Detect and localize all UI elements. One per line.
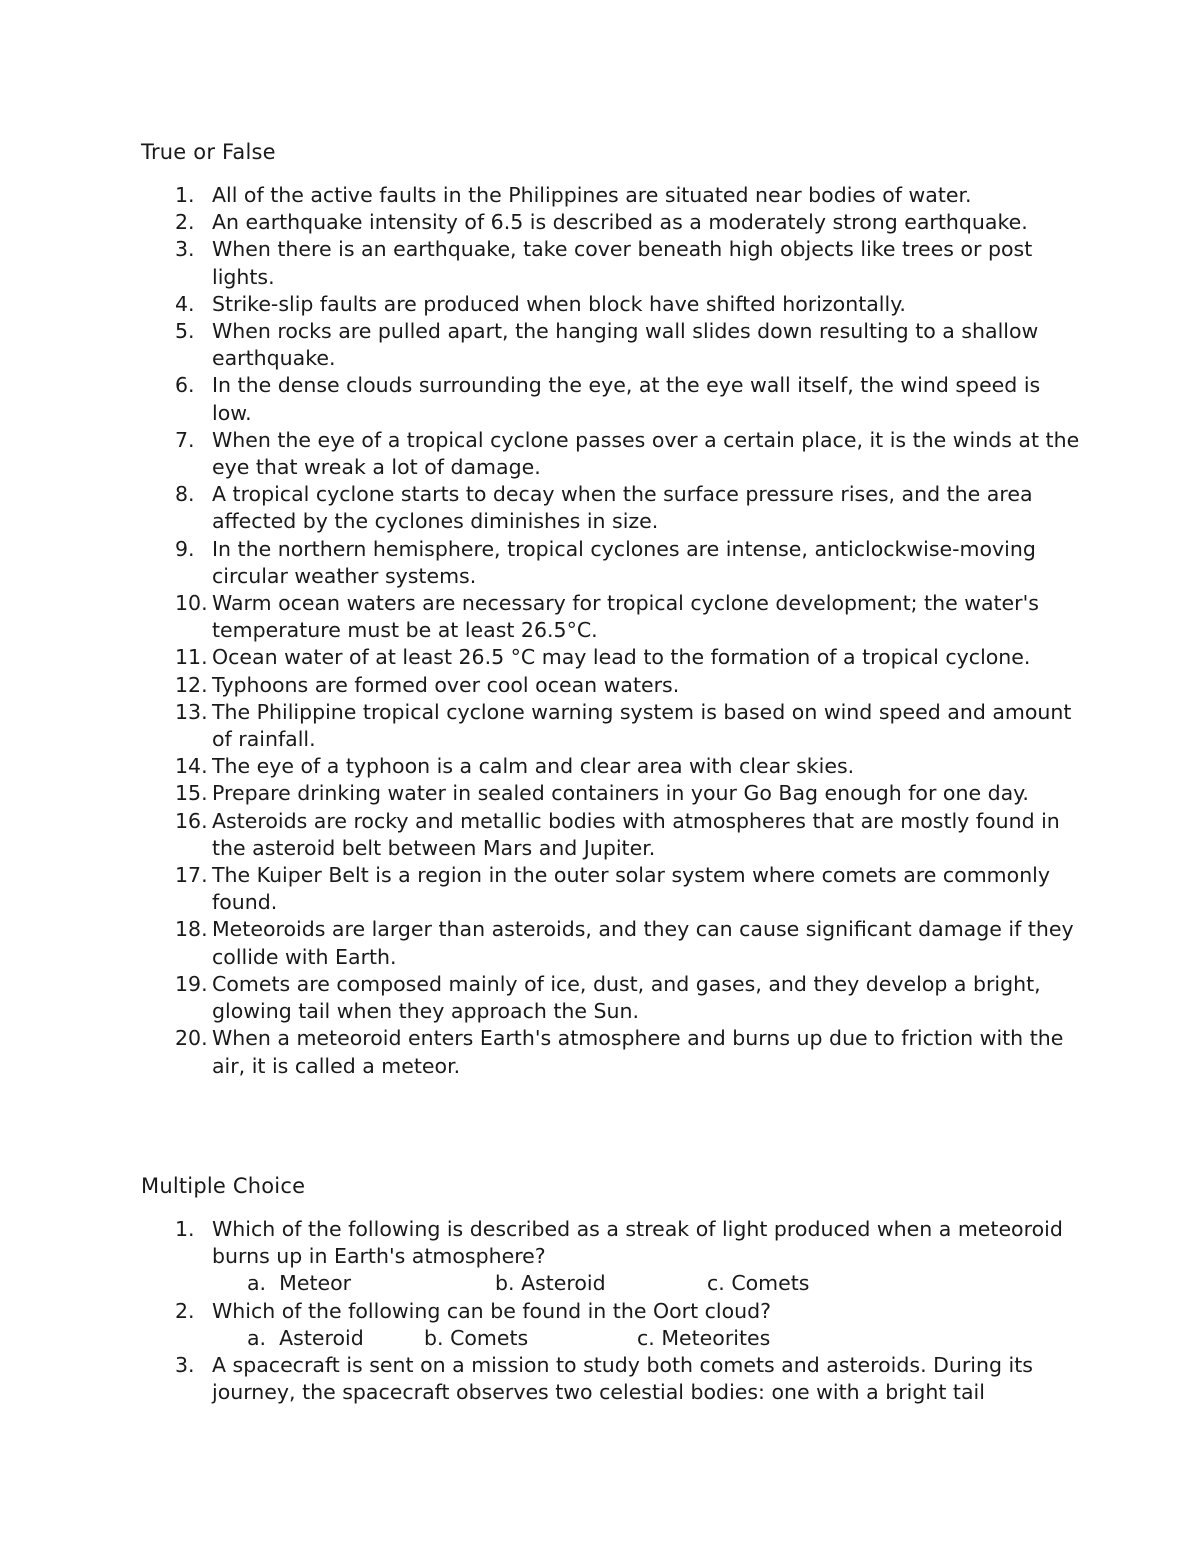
list-item: 1. All of the active faults in the Philippines are situated near bodies of water. <box>175 183 972 207</box>
choice-b: b. Comets <box>424 1325 529 1350</box>
list-item: 8. A tropical cyclone starts to decay when the surface pressure rises, and the area affected by the cyclones diminishes in size. <box>175 482 1033 534</box>
list-item: 20. When a meteoroid enters Earth's atmosphere and burns up due to friction with the air, it is called a meteor. <box>175 1026 1064 1078</box>
list-item: 10. Warm ocean waters are necessary for tropical cyclone development; the water's temperature must be at least 26.5°C. <box>175 591 1039 643</box>
list-item: 4. Strike-slip faults are produced when block have shifted horizontally. <box>175 291 906 316</box>
list-item: 16. Asteroids are rocky and metallic bodies with atmospheres that are mostly found in the asteroid belt between Mars and Jupiter. <box>175 808 1060 860</box>
list-item: 17. The Kuiper Belt is a region in the outer solar system where comets are commonly found. <box>175 863 1051 915</box>
list-item: 11. Ocean water of at least 26.5 °C may lead to the formation of a tropical cyclone. <box>175 645 1031 670</box>
list-item: 7. When the eye of a tropical cyclone passes over a certain place, it is the winds at the eye that wreak a lot of damage. <box>175 427 1080 480</box>
choice-b: b. Asteroid <box>495 1271 606 1296</box>
list-item: 6. In the dense clouds surrounding the eye, at the eye wall itself, the wind speed is low. <box>175 373 1041 425</box>
list-item: 18. Meteoroids are larger than asteroids, and they can cause significant damage if they collide with Earth. <box>175 917 1074 969</box>
list-item: 14. The eye of a typhoon is a calm and clear area with clear skies. <box>175 754 855 779</box>
multiple-choice-list <box>141 1216 1081 1406</box>
choice-c: c. Meteorites <box>637 1325 771 1350</box>
list-item: 19. Comets are composed mainly of ice, dust, and gases, and they develop a bright, glowing tail when they approach the Sun. <box>175 971 1041 1024</box>
question-item: 1. Which of the following is described as a streak of light produced when a meteoroid burns up in Earth's atmosphere? a. Meteor b. Asteroid c. Comets <box>141 1216 1081 1298</box>
list-item: 3. When there is an earthquake, take cover beneath high objects like trees or post lights. <box>175 237 1033 289</box>
true-false-heading: True or False <box>141 140 276 164</box>
list-item: 2. An earthquake intensity of 6.5 is described as a moderately strong earthquake. <box>175 210 1028 235</box>
list-item: 12. Typhoons are formed over cool ocean waters. <box>175 672 680 697</box>
list-item: 13. The Philippine tropical cyclone warning system is based on wind speed and amount of rainfall. <box>175 699 1072 752</box>
choice-c: c. Comets <box>707 1271 810 1296</box>
question-item: 3. A spacecraft is sent on a mission to study both comets and asteroids. During its journey, the spacecraft observes two celestial bodies: one with a bright tail <box>175 1352 1033 1405</box>
list-item: 9. In the northern hemisphere, tropical cyclones are intense, anticlockwise-moving circular weather systems. <box>175 536 1036 588</box>
list-item: 5. When rocks are pulled apart, the hanging wall slides down resulting to a shallow earthquake. <box>175 319 1039 371</box>
choice-a: a. Meteor <box>247 1271 352 1296</box>
multiple-choice-heading: Multiple Choice <box>141 1174 306 1198</box>
answer-choices <box>212 1270 1081 1297</box>
answer-choices <box>212 1325 1081 1352</box>
choice-a: a. Asteroid <box>247 1325 364 1350</box>
question-item: 2. Which of the following can be found in the Oort cloud? a. Asteroid b. Comets c. Meteorites <box>141 1298 1081 1352</box>
true-false-list <box>141 182 1081 1080</box>
list-item: 15. Prepare drinking water in sealed containers in your Go Bag enough for one day. <box>175 781 1029 806</box>
